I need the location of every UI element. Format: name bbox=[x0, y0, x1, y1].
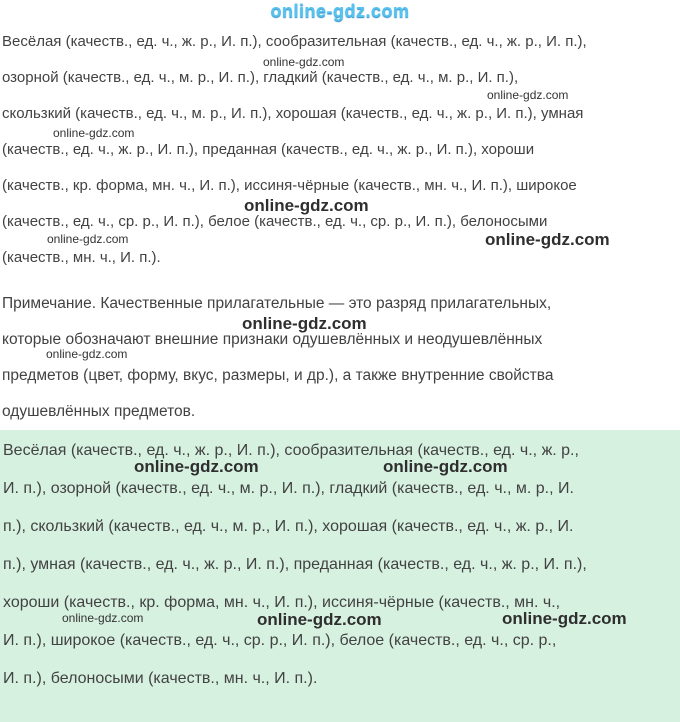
text-line: Весёлая (качеств., ед. ч., ж. р., И. п.), сообразительная (качеств., ед. ч., ж. р., И. п.), bbox=[2, 33, 587, 50]
text-line: И. п.), озорной (качеств., ед. ч., м. р., И. п.), гладкий (качеств., ед. ч., м. р., И. bbox=[3, 480, 574, 497]
text-line: озорной (качеств., ед. ч., м. р., И. п.), гладкий (качеств., ед. ч., м. р., И. п.), bbox=[2, 69, 519, 86]
watermark: online-gdz.com bbox=[53, 126, 135, 140]
text-line: (качеств., кр. форма, мн. ч., И. п.), иссиня-чёрные (качеств., мн. ч., И. п.), широкое bbox=[2, 177, 577, 194]
text-line: И. п.), белоносыми (качеств., мн. ч., И. п.). bbox=[3, 670, 318, 687]
text-line: которые обозначают внешние признаки одушевлённых и неодушевлённых bbox=[2, 331, 543, 348]
watermark: online-gdz.com bbox=[502, 609, 627, 628]
watermark: online-gdz.com bbox=[487, 88, 569, 102]
watermark: online-gdz.com bbox=[47, 232, 129, 246]
note-text bbox=[0, 286, 680, 430]
text-line: хороши (качеств., кр. форма, мн. ч., И. п.), иссиня-чёрные (качеств., мн. ч., bbox=[3, 594, 561, 611]
text-line: Примечание. Качественные прилагательные — это разряд прилагательных, bbox=[2, 295, 552, 312]
text-line: (качеств., ед. ч., ср. р., И. п.), белое (качеств., ед. ч., ср. р., И. п.), белоносыми bbox=[2, 213, 548, 230]
text-line: скользкий (качеств., ед. ч., м. р., И. п.), хорошая (качеств., ед. ч., ж. р., И. п.), умная bbox=[2, 105, 584, 122]
text-line: п.), скользкий (качеств., ед. ч., м. р., И. п.), хорошая (качеств., ед. ч., ж. р., И. bbox=[3, 518, 574, 535]
text-line: п.), умная (качеств., ед. ч., ж. р., И. п.), преданная (качеств., ед. ч., ж. р., И. п.), bbox=[3, 556, 587, 573]
site-logo-watermark: online-gdz.com bbox=[270, 1, 410, 21]
watermark: online-gdz.com bbox=[485, 230, 610, 249]
watermark: online-gdz.com bbox=[263, 55, 345, 69]
watermark: online-gdz.com bbox=[242, 314, 367, 333]
text-line: И. п.), широкое (качеств., ед. ч., ср. р., И. п.), белое (качеств., ед. ч., ср. р., bbox=[3, 632, 557, 649]
watermark: online-gdz.com bbox=[62, 611, 144, 625]
text-line: предметов (цвет, форму, вкус, размеры, и др.), а также внутренние свойства bbox=[2, 367, 554, 384]
watermark: online-gdz.com bbox=[257, 610, 382, 629]
answer-text-highlighted bbox=[0, 430, 680, 722]
text-line: (качеств., мн. ч., И. п.). bbox=[2, 249, 161, 266]
watermark: online-gdz.com bbox=[244, 196, 369, 215]
text-line: Весёлая (качеств., ед. ч., ж. р., И. п.), сообразительная (качеств., ед. ч., ж. р., bbox=[3, 442, 579, 459]
answer-text-plain bbox=[0, 0, 680, 276]
watermark: online-gdz.com bbox=[46, 347, 128, 361]
watermark: online-gdz.com bbox=[383, 457, 508, 476]
text-line: одушевлённых предметов. bbox=[2, 403, 196, 420]
text-line: (качеств., ед. ч., ж. р., И. п.), преданная (качеств., ед. ч., ж. р., И. п.), хороши bbox=[2, 141, 535, 158]
watermark: online-gdz.com bbox=[134, 457, 259, 476]
